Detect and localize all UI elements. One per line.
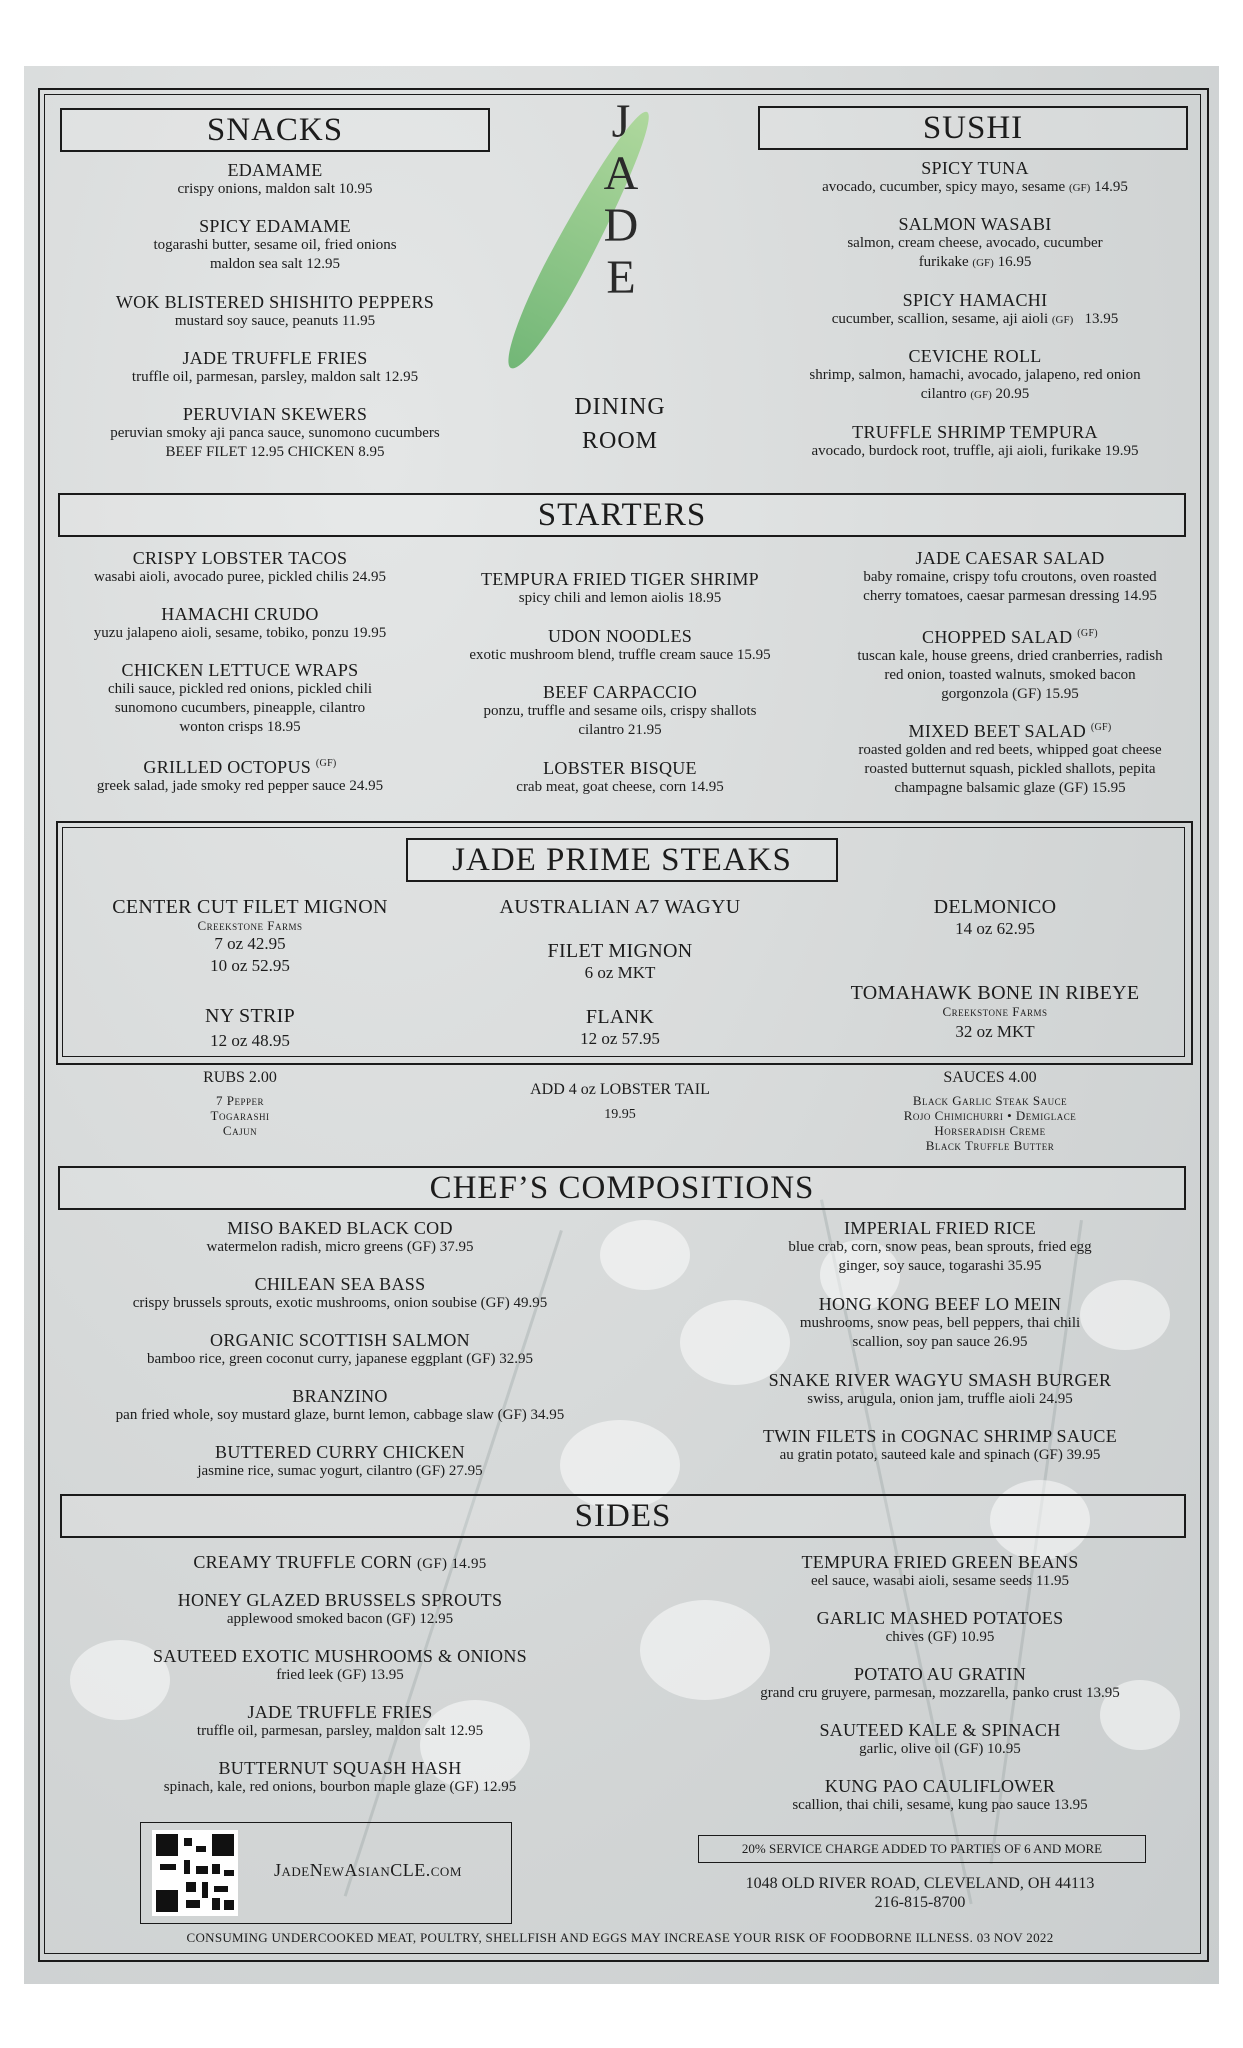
rubs-title: RUBS 2.00	[203, 1069, 277, 1086]
service-charge-note: 20% SERVICE CHARGE ADDED TO PARTIES OF 6 AND MORE	[698, 1835, 1146, 1863]
menu-item	[60, 216, 490, 274]
item-desc: bamboo rice, green coconut curry, japanese eggplant (GF) 32.95	[147, 1351, 533, 1367]
menu-item	[820, 548, 1200, 606]
item-name: SALMON WASABI	[898, 214, 1052, 234]
item-name: BUTTERNUT SQUASH HASH	[218, 1758, 462, 1778]
item-name: PERUVIAN SKEWERS	[182, 404, 368, 424]
menu-item	[60, 348, 490, 387]
item-name: ORGANIC SCOTTISH SALMON	[210, 1330, 470, 1350]
menu-item	[60, 1330, 620, 1369]
item-name: UDON NOODLES	[547, 626, 693, 646]
menu-item	[750, 214, 1200, 273]
jade-logo	[598, 96, 644, 304]
item-price: 16.95	[997, 254, 1032, 270]
addon-price: 19.95	[604, 1107, 636, 1122]
item-name: IMPERIAL FRIED RICE	[843, 1218, 1037, 1238]
item-name: CRISPY LOBSTER TACOS	[132, 548, 348, 568]
item-desc: cilantro 21.95	[578, 722, 662, 738]
item-name: MIXED BEET SALAD	[908, 721, 1086, 741]
section-title-starters: STARTERS	[58, 493, 1186, 537]
addon-title: ADD 4 oz LOBSTER TAIL	[530, 1081, 710, 1098]
qr-code-icon[interactable]	[152, 1830, 238, 1916]
item-name: SPICY EDAMAME	[199, 216, 351, 236]
item-desc: ponzu, truffle and sesame oils, crispy shallots	[483, 703, 757, 719]
item-desc: avocado, cucumber, spicy mayo, sesame	[822, 179, 1066, 195]
dining-label: DINING	[574, 394, 666, 420]
menu-item	[55, 604, 425, 643]
item-name: JADE CAESAR SALAD	[915, 548, 1105, 568]
item-desc: crispy onions, maldon salt 10.95	[177, 181, 373, 197]
sauce-option: Rojo Chimichurri • Demiglace	[903, 1108, 1077, 1123]
lobster-addon	[470, 1080, 770, 1124]
item-desc: avocado, burdock root, truffle, aji aioli, furikake 19.95	[811, 443, 1139, 459]
gluten-free-tag: (GF)	[970, 389, 992, 401]
sauces-block	[850, 1068, 1130, 1153]
item-name: CHOPPED SALAD	[922, 627, 1073, 647]
menu-item	[430, 758, 810, 797]
item-desc: furikake	[918, 254, 969, 270]
item-name: BEEF CARPACCIO	[542, 682, 698, 702]
item-name: TEMPURA FRIED GREEN BEANS	[801, 1552, 1079, 1572]
menu-item	[430, 682, 810, 740]
item-price: 20.95	[995, 386, 1030, 402]
menu-item	[750, 346, 1200, 405]
item-price: 10 oz 52.95	[210, 956, 290, 975]
sauce-option: Horseradish Creme	[934, 1123, 1046, 1138]
rub-option: 7 Pepper	[216, 1093, 264, 1108]
item-desc: crispy brussels sprouts, exotic mushrooms, onion soubise (GF) 49.95	[132, 1295, 548, 1311]
item-desc: gorgonzola (GF) 15.95	[941, 686, 1079, 702]
item-name: SAUTEED KALE & SPINACH	[819, 1720, 1061, 1740]
section-title-steaks: JADE PRIME STEAKS	[406, 838, 838, 882]
item-desc: togarashi butter, sesame oil, fried onions	[153, 237, 397, 253]
item-name: CHILEAN SEA BASS	[254, 1274, 426, 1294]
item-desc: yuzu jalapeno aioli, sesame, tobiko, ponzu 19.95	[93, 625, 387, 641]
steak-item	[70, 1005, 430, 1053]
menu-item	[60, 1386, 620, 1425]
item-name: TOMAHAWK BONE IN RIBEYE	[850, 982, 1140, 1004]
item-name: TRUFFLE SHRIMP TEMPURA	[852, 422, 1098, 442]
item-desc: exotic mushroom blend, truffle cream sauce 15.95	[469, 647, 771, 663]
item-name: AUSTRALIAN A7 WAGYU	[499, 896, 741, 918]
item-desc: cucumber, scallion, sesame, aji aioli	[831, 311, 1049, 327]
address: 1048 OLD RIVER ROAD, CLEVELAND, OH 44113	[745, 1875, 1095, 1892]
gluten-free-tag: (GF)	[315, 758, 337, 769]
phone-number[interactable]: 216-815-8700	[874, 1894, 966, 1911]
item-name: HONG KONG BEEF LO MEIN	[818, 1294, 1062, 1314]
steak-item	[810, 982, 1180, 1045]
item-desc: fried leek (GF) 13.95	[276, 1667, 404, 1683]
item-price: 7 oz 42.95	[214, 934, 286, 953]
item-desc: ginger, soy sauce, togarashi 35.95	[838, 1258, 1042, 1274]
steak-item	[810, 896, 1180, 940]
item-desc: baby romaine, crispy tofu croutons, oven roasted	[863, 569, 1157, 585]
menu-item	[55, 660, 425, 737]
menu-item	[60, 1218, 620, 1257]
item-desc: roasted golden and red beets, whipped goat cheese	[858, 742, 1162, 758]
steak-item	[430, 1006, 810, 1050]
menu-item	[750, 158, 1200, 198]
item-desc: eel sauce, wasabi aioli, sesame seeds 11.95	[810, 1573, 1070, 1589]
gluten-free-tag: (GF)	[1051, 314, 1074, 326]
item-name: TWIN FILETS in COGNAC SHRIMP SAUCE	[762, 1426, 1118, 1446]
item-desc: grand cru gruyere, parmesan, mozzarella, panko crust 13.95	[760, 1685, 1120, 1701]
item-desc: truffle oil, parmesan, parsley, maldon salt 12.95	[196, 1723, 484, 1739]
menu-item	[820, 718, 1200, 798]
menu-item	[750, 422, 1200, 461]
item-desc: jasmine rice, sumac yogurt, cilantro (GF) 27.95	[197, 1463, 483, 1479]
item-name: SPICY HAMACHI	[902, 290, 1048, 310]
menu-item	[820, 624, 1200, 704]
item-desc: truffle oil, parmesan, parsley, maldon salt 12.95	[131, 369, 419, 385]
menu-item	[680, 1426, 1200, 1465]
sauce-option: Black Truffle Butter	[925, 1138, 1055, 1153]
menu-item	[60, 1590, 620, 1629]
item-name: GARLIC MASHED POTATOES	[816, 1608, 1064, 1628]
section-title-sides: SIDES	[60, 1494, 1186, 1538]
item-desc: watermelon radish, micro greens (GF) 37.95	[206, 1239, 474, 1255]
item-name: FILET MIGNON	[547, 940, 693, 962]
item-desc: maldon sea salt 12.95	[210, 256, 340, 272]
rub-option: Cajun	[222, 1123, 258, 1138]
rub-option: Togarashi	[210, 1108, 270, 1123]
item-price: 13.95	[1084, 311, 1119, 327]
item-desc: cilantro	[920, 386, 967, 402]
item-name: MISO BAKED BLACK COD	[227, 1218, 453, 1238]
item-name: EDAMAME	[227, 160, 323, 180]
item-name: SAUTEED EXOTIC MUSHROOMS & ONIONS	[153, 1646, 527, 1666]
item-desc: chili sauce, pickled red onions, pickled chili	[107, 681, 373, 697]
item-desc: au gratin potato, sauteed kale and spinach (GF) 39.95	[779, 1447, 1101, 1463]
item-desc: wasabi aioli, avocado puree, pickled chilis 24.95	[94, 569, 386, 585]
item-name: SPICY TUNA	[921, 158, 1029, 178]
dining-room-label	[555, 390, 685, 458]
menu-item	[680, 1720, 1200, 1759]
item-desc: BEEF FILET 12.95 CHICKEN 8.95	[165, 444, 385, 460]
item-desc: shrimp, salmon, hamachi, avocado, jalapeno, red onion	[809, 367, 1141, 383]
website-link[interactable]: JadeNewAsianCLE.com	[274, 1860, 462, 1880]
item-name: JADE TRUFFLE FRIES	[182, 348, 368, 368]
item-name: NY STRIP	[204, 1005, 295, 1027]
gluten-free-tag: (GF)	[1077, 628, 1098, 639]
item-desc: (GF) 14.95	[416, 1556, 487, 1572]
menu-item	[430, 626, 810, 665]
gluten-free-tag: (GF)	[1090, 722, 1112, 733]
farm-name: Creekstone Farms	[942, 1004, 1048, 1019]
item-price: 6 oz MKT	[584, 963, 656, 982]
sauces-title: SAUCES 4.00	[943, 1069, 1037, 1086]
item-name: CREAMY TRUFFLE CORN	[193, 1552, 413, 1572]
logo-letter: A	[603, 147, 639, 200]
menu-item	[55, 548, 425, 587]
menu-item	[680, 1664, 1200, 1703]
item-desc: cherry tomatoes, caesar parmesan dressing 14.95	[863, 588, 1157, 604]
item-desc: garlic, olive oil (GF) 10.95	[859, 1741, 1021, 1757]
item-desc: mustard soy sauce, peanuts 11.95	[174, 313, 376, 329]
item-desc: salmon, cream cheese, avocado, cucumber	[847, 235, 1103, 251]
item-desc: spicy chili and lemon aiolis 18.95	[518, 590, 722, 606]
gluten-free-tag: (GF)	[972, 257, 994, 269]
item-name: DELMONICO	[933, 896, 1057, 918]
item-name: KUNG PAO CAULIFLOWER	[824, 1776, 1056, 1796]
item-name: WOK BLISTERED SHISHITO PEPPERS	[115, 292, 435, 312]
menu-item	[60, 1552, 620, 1574]
item-price: 14.95	[1094, 179, 1128, 195]
steak-item	[430, 940, 810, 984]
item-desc: spinach, kale, red onions, bourbon maple glaze (GF) 12.95	[163, 1779, 517, 1795]
item-name: CENTER CUT FILET MIGNON	[112, 896, 388, 918]
menu-item	[60, 292, 490, 331]
item-name: HONEY GLAZED BRUSSELS SPROUTS	[177, 1590, 503, 1610]
item-name: CEVICHE ROLL	[908, 346, 1042, 366]
item-desc: crab meat, goat cheese, corn 14.95	[516, 779, 724, 795]
logo-letter: E	[606, 251, 636, 304]
rubs-block	[140, 1068, 340, 1138]
item-price: 32 oz MKT	[955, 1022, 1035, 1041]
section-title-chefs: CHEF’S COMPOSITIONS	[58, 1166, 1186, 1210]
section-title-snacks: SNACKS	[60, 108, 490, 152]
menu-item	[680, 1552, 1200, 1591]
menu-item	[680, 1608, 1200, 1647]
item-desc: swiss, arugula, onion jam, truffle aioli 24.95	[807, 1391, 1073, 1407]
item-name: POTATO AU GRATIN	[853, 1664, 1027, 1684]
item-price: 12 oz 57.95	[580, 1029, 660, 1048]
menu-item	[60, 1442, 620, 1481]
item-name: FLANK	[585, 1006, 655, 1028]
item-name: LOBSTER BISQUE	[543, 758, 697, 778]
menu-item	[55, 754, 425, 796]
item-desc: mushrooms, snow peas, bell peppers, thai chili	[799, 1315, 1081, 1331]
logo-letter: D	[603, 199, 639, 252]
menu-item	[680, 1294, 1200, 1352]
sauce-option: Black Garlic Steak Sauce	[912, 1093, 1068, 1108]
menu-item	[60, 404, 490, 462]
item-desc: tuscan kale, house greens, dried cranberries, radish	[857, 648, 1163, 664]
item-name: GRILLED OCTOPUS	[143, 757, 312, 777]
menu-item	[680, 1370, 1200, 1409]
food-safety-disclaimer: CONSUMING UNDERCOOKED MEAT, POULTRY, SHELLFISH AND EGGS MAY INCREASE YOUR RISK OF FOODBORNE ILLNESS. 03 NOV 2022	[186, 1930, 1054, 1945]
item-desc: applewood smoked bacon (GF) 12.95	[226, 1611, 454, 1627]
menu-item	[60, 1646, 620, 1685]
item-name: BUTTERED CURRY CHICKEN	[215, 1442, 465, 1462]
steak-item	[70, 896, 430, 977]
section-title-sushi: SUSHI	[758, 106, 1188, 150]
item-desc: wonton crisps 18.95	[179, 719, 301, 735]
item-name: BRANZINO	[292, 1386, 388, 1406]
item-price: 14 oz 62.95	[955, 919, 1035, 938]
item-desc: sunomono cucumbers, pineapple, cilantro	[114, 700, 366, 716]
item-desc: red onion, toasted walnuts, smoked bacon	[884, 667, 1136, 683]
item-name: CHICKEN LETTUCE WRAPS	[121, 660, 359, 680]
item-desc: scallion, soy pan sauce 26.95	[852, 1334, 1028, 1350]
menu-item	[60, 160, 490, 199]
menu-item	[750, 290, 1200, 330]
item-desc: scallion, thai chili, sesame, kung pao sauce 13.95	[792, 1797, 1088, 1813]
item-desc: chives (GF) 10.95	[885, 1629, 995, 1645]
item-desc: greek salad, jade smoky red pepper sauce 24.95	[96, 778, 384, 794]
room-label: ROOM	[581, 428, 658, 454]
menu-item	[60, 1274, 620, 1313]
menu-item	[680, 1218, 1200, 1276]
logo-letter: J	[611, 95, 631, 148]
item-desc: peruvian smoky aji panca sauce, sunomono cucumbers	[110, 425, 440, 441]
item-desc: champagne balsamic glaze (GF) 15.95	[894, 780, 1126, 796]
gluten-free-tag: (GF)	[1068, 182, 1091, 194]
item-price: 12 oz 48.95	[210, 1031, 290, 1050]
item-desc: pan fried whole, soy mustard glaze, burnt lemon, cabbage slaw (GF) 34.95	[115, 1407, 565, 1423]
address-block	[680, 1874, 1160, 1912]
item-name: SNAKE RIVER WAGYU SMASH BURGER	[768, 1370, 1112, 1390]
menu-item	[680, 1776, 1200, 1815]
item-desc: blue crab, corn, snow peas, bean sprouts, fried egg	[788, 1239, 1092, 1255]
menu-item	[60, 1702, 620, 1741]
farm-name: Creekstone Farms	[197, 918, 303, 933]
item-name: TEMPURA FRIED TIGER SHRIMP	[480, 569, 759, 589]
menu-item	[60, 1758, 620, 1797]
steak-item	[430, 896, 810, 918]
item-desc: roasted butternut squash, pickled shallots, pepita	[864, 761, 1156, 777]
menu-item	[430, 569, 810, 608]
item-name: HAMACHI CRUDO	[161, 604, 319, 624]
item-name: JADE TRUFFLE FRIES	[247, 1702, 433, 1722]
